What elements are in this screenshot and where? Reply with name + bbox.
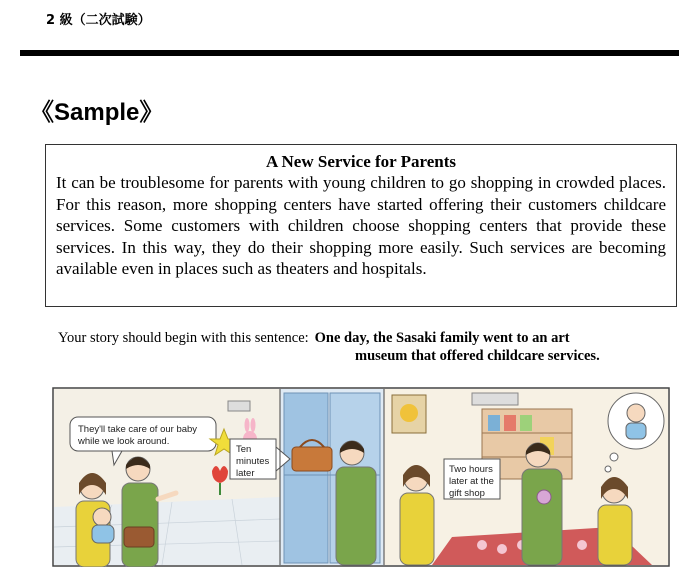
passage-box (45, 144, 677, 307)
crying-baby (627, 404, 645, 422)
panel-1-bubble-line2: while we look around. (78, 436, 170, 447)
mother-thinking (598, 477, 632, 565)
panel-1-bubble-line1: They'll take care of our baby (78, 424, 198, 435)
header-rule (20, 50, 679, 56)
instruction-sentence-part2: museum that offered childcare services. (355, 348, 600, 364)
instruction-lead: Your story should begin with this sentence: (58, 330, 309, 346)
passage-title: A New Service for Parents (265, 152, 457, 171)
locker-left (284, 393, 328, 563)
thought-dot-2 (610, 453, 618, 461)
sample-heading: 《Sample》 (30, 99, 164, 126)
panel-3 (384, 389, 668, 565)
instruction-sentence-part1: One day, the Sasaki family went to an art (314, 330, 570, 346)
basket (292, 447, 332, 471)
panel-1-sign (228, 401, 250, 411)
caption-ten-line1: Ten (236, 444, 252, 455)
caption-two-line1: Two hours (449, 464, 493, 475)
passage-body: It can be troublesome for parents with young children to go shopping in crowded places. For this reason, more shopping centers have started offering their customers childcare services. Some customers with children choose shopping centers that provide these services. In this way, they do their shopping more easily. Such services are becoming available even in places such as theaters and hospitals. (56, 173, 666, 278)
comic-strip (52, 387, 670, 567)
instruction (58, 329, 668, 365)
toy-doll (537, 490, 551, 504)
mother-at-shop (400, 465, 434, 565)
caption-ten-line2: minutes (236, 456, 270, 467)
panel-3-sign (472, 393, 518, 405)
exam-header: 2 級（二次試験） (46, 13, 151, 28)
thought-dot-1 (605, 466, 611, 472)
caption-two-line2: later at the (449, 476, 494, 487)
caption-two-line3: gift shop (449, 488, 485, 499)
caption-ten-line3: later (236, 468, 255, 479)
